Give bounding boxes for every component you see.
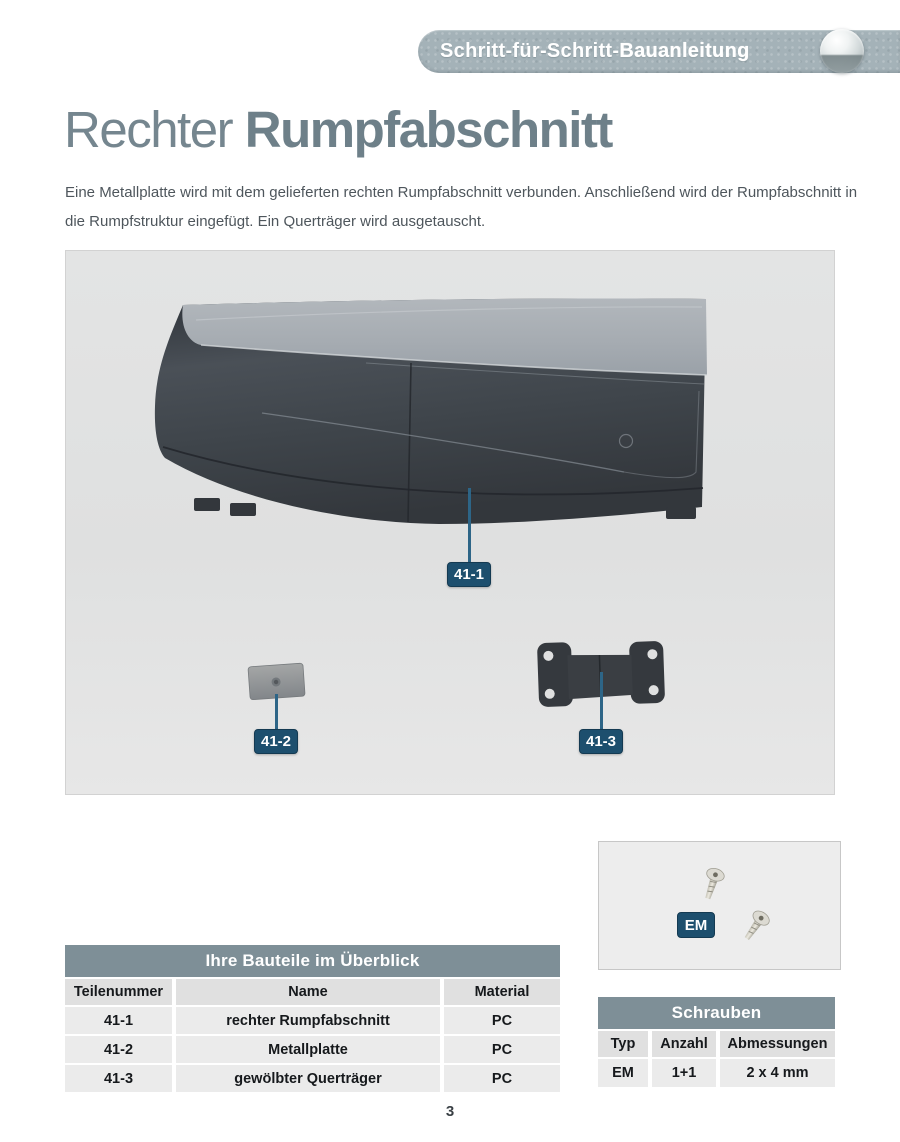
- banner-title-regular: Schritt-für-Schritt-: [440, 40, 620, 62]
- part-material: PC: [444, 1065, 560, 1092]
- part-label-41-1: 41-1: [447, 562, 491, 587]
- part-number: 41-2: [65, 1036, 172, 1063]
- banner-title: [418, 40, 750, 63]
- table-row: [65, 1065, 560, 1092]
- metallic-sphere-icon: [820, 29, 864, 73]
- intro-paragraph: Eine Metallplatte wird mit dem gelieferten rechten Rumpfabschnitt verbunden. Anschließend wird der Rumpfabschnitt in die Rumpfstruktur eingefügt. Ein Querträger wird ausgetauscht.: [65, 184, 858, 230]
- column-header: Teilenummer: [65, 979, 172, 1005]
- screw-dimensions: 2 x 4 mm: [720, 1059, 835, 1087]
- screw-type: EM: [598, 1059, 648, 1087]
- page-title-bold: Rumpfabschnitt: [244, 101, 612, 158]
- parts-table-header-row: [65, 979, 560, 1005]
- leader-line-41-1: [468, 488, 471, 564]
- screws-illustration: [599, 842, 840, 969]
- screw-count: 1+1: [652, 1059, 716, 1087]
- part-material: PC: [444, 1007, 560, 1034]
- part-name: Metallplatte: [176, 1036, 440, 1063]
- part-label-41-3: 41-3: [579, 729, 623, 754]
- part-number: 41-1: [65, 1007, 172, 1034]
- column-header: Material: [444, 979, 560, 1005]
- page-title-regular: Rechter: [64, 101, 245, 158]
- table-row: [65, 1036, 560, 1063]
- part-number: 41-3: [65, 1065, 172, 1092]
- page-number: 3: [445, 1103, 455, 1120]
- column-header: Anzahl: [652, 1031, 716, 1057]
- leader-line-41-3: [600, 672, 603, 731]
- part-name: gewölbter Querträger: [176, 1065, 440, 1092]
- fuselage-parts-illustration: [66, 251, 836, 796]
- table-row: [598, 1059, 835, 1087]
- part-name: rechter Rumpfabschnitt: [176, 1007, 440, 1034]
- parts-table-title: Ihre Bauteile im Überblick: [65, 945, 560, 977]
- page-title: [64, 100, 612, 159]
- leader-line-41-2: [275, 694, 278, 731]
- column-header: Abmessungen: [720, 1031, 835, 1057]
- part-material: PC: [444, 1036, 560, 1063]
- screw-label-em: EM: [677, 912, 715, 938]
- screws-table-title: Schrauben: [598, 997, 835, 1029]
- banner-title-bold: Bauanleitung: [619, 40, 750, 62]
- screws-table: [598, 997, 835, 1087]
- part-label-41-2: 41-2: [254, 729, 298, 754]
- step-by-step-banner: [418, 30, 900, 73]
- column-header: Typ: [598, 1031, 648, 1057]
- screws-photo: [598, 841, 841, 970]
- table-row: [65, 1007, 560, 1034]
- screws-table-header-row: [598, 1031, 835, 1057]
- parts-table: [65, 945, 560, 1092]
- column-header: Name: [176, 979, 440, 1005]
- parts-photo: [65, 250, 835, 795]
